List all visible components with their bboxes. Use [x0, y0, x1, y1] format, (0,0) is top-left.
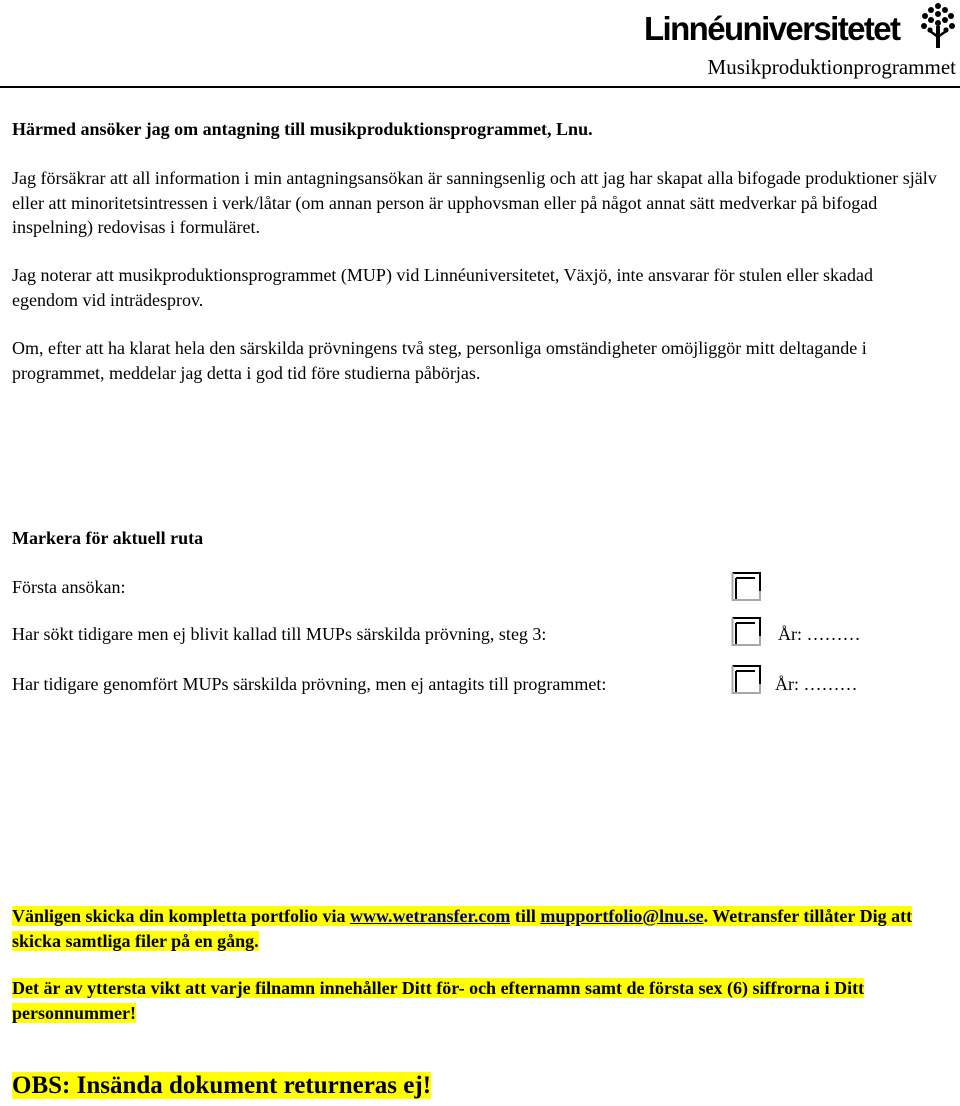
first-application-checkbox[interactable] — [731, 571, 761, 601]
obs-notice — [12, 1070, 431, 1102]
filename-rule — [12, 976, 942, 1025]
applied-before-checkbox[interactable] — [731, 616, 761, 646]
checklist-heading: Markera för aktuell ruta — [12, 528, 204, 548]
wetransfer-link[interactable]: www.wetransfer.com — [350, 906, 511, 926]
submission-instructions — [12, 904, 942, 953]
withdrawal-paragraph: Om, efter att ha klarat hela den särskilda prövningens två steg, personliga omständigheter omöjliggör mitt deltagande i programmet, meddelar jag detta i god tid före studierna påbörjas. — [12, 338, 867, 383]
university-logo — [644, 2, 956, 52]
applied-before-label: Har sökt tidigare men ej blivit kallad till MUPs särskilda prövning, steg 3: — [12, 624, 547, 644]
obs-text: OBS: Insända dokument returneras ej! — [12, 1072, 432, 1099]
applied-before-year[interactable]: År: ……… — [778, 624, 861, 644]
completed-test-year[interactable]: År: ……… — [775, 674, 858, 694]
submit-text-before: Vänligen skicka din kompletta portfolio via — [12, 906, 351, 926]
declaration-paragraph: Jag försäkrar att all information i min antagningsansökan är sanningsenlig och att jag har skapat alla bifogade produktioner själv eller att minoritetsintressen i verk/låtar (om annan person är upphovsman eller på något annat sätt medverkar på bifogad inspelning) redovisas i formuläret. — [12, 168, 937, 237]
logo-wordmark: Linnéuniversitetet — [644, 10, 900, 47]
tree-logo-icon — [920, 2, 956, 50]
first-application-label: Första ansökan: — [12, 577, 126, 597]
email-link[interactable]: mupportfolio@lnu.se — [540, 906, 704, 926]
submit-text-mid: till — [510, 906, 541, 926]
filename-rule-text: Det är av yttersta vikt att varje filnamn innehåller Ditt för- och efternamn samt de första sex (6) siffrorna i Ditt personnummer! — [12, 978, 865, 1023]
program-name: Musikproduktionprogrammet — [707, 55, 956, 79]
completed-test-label: Har tidigare genomfört MUPs särskilda prövning, men ej antagits till programmet: — [12, 674, 607, 694]
submit-text-after: . Wetransfer tillåter Dig att skicka samtliga filer på en gång. — [12, 906, 913, 951]
application-heading: Härmed ansöker jag om antagning till musikproduktionsprogrammet, Lnu. — [12, 119, 593, 139]
completed-test-checkbox[interactable] — [731, 664, 761, 694]
liability-paragraph: Jag noterar att musikproduktionsprogrammet (MUP) vid Linnéuniversitetet, Växjö, inte ansvarar för stulen eller skadad egendom vid inträdesprov. — [12, 265, 873, 310]
header-divider — [0, 86, 960, 88]
